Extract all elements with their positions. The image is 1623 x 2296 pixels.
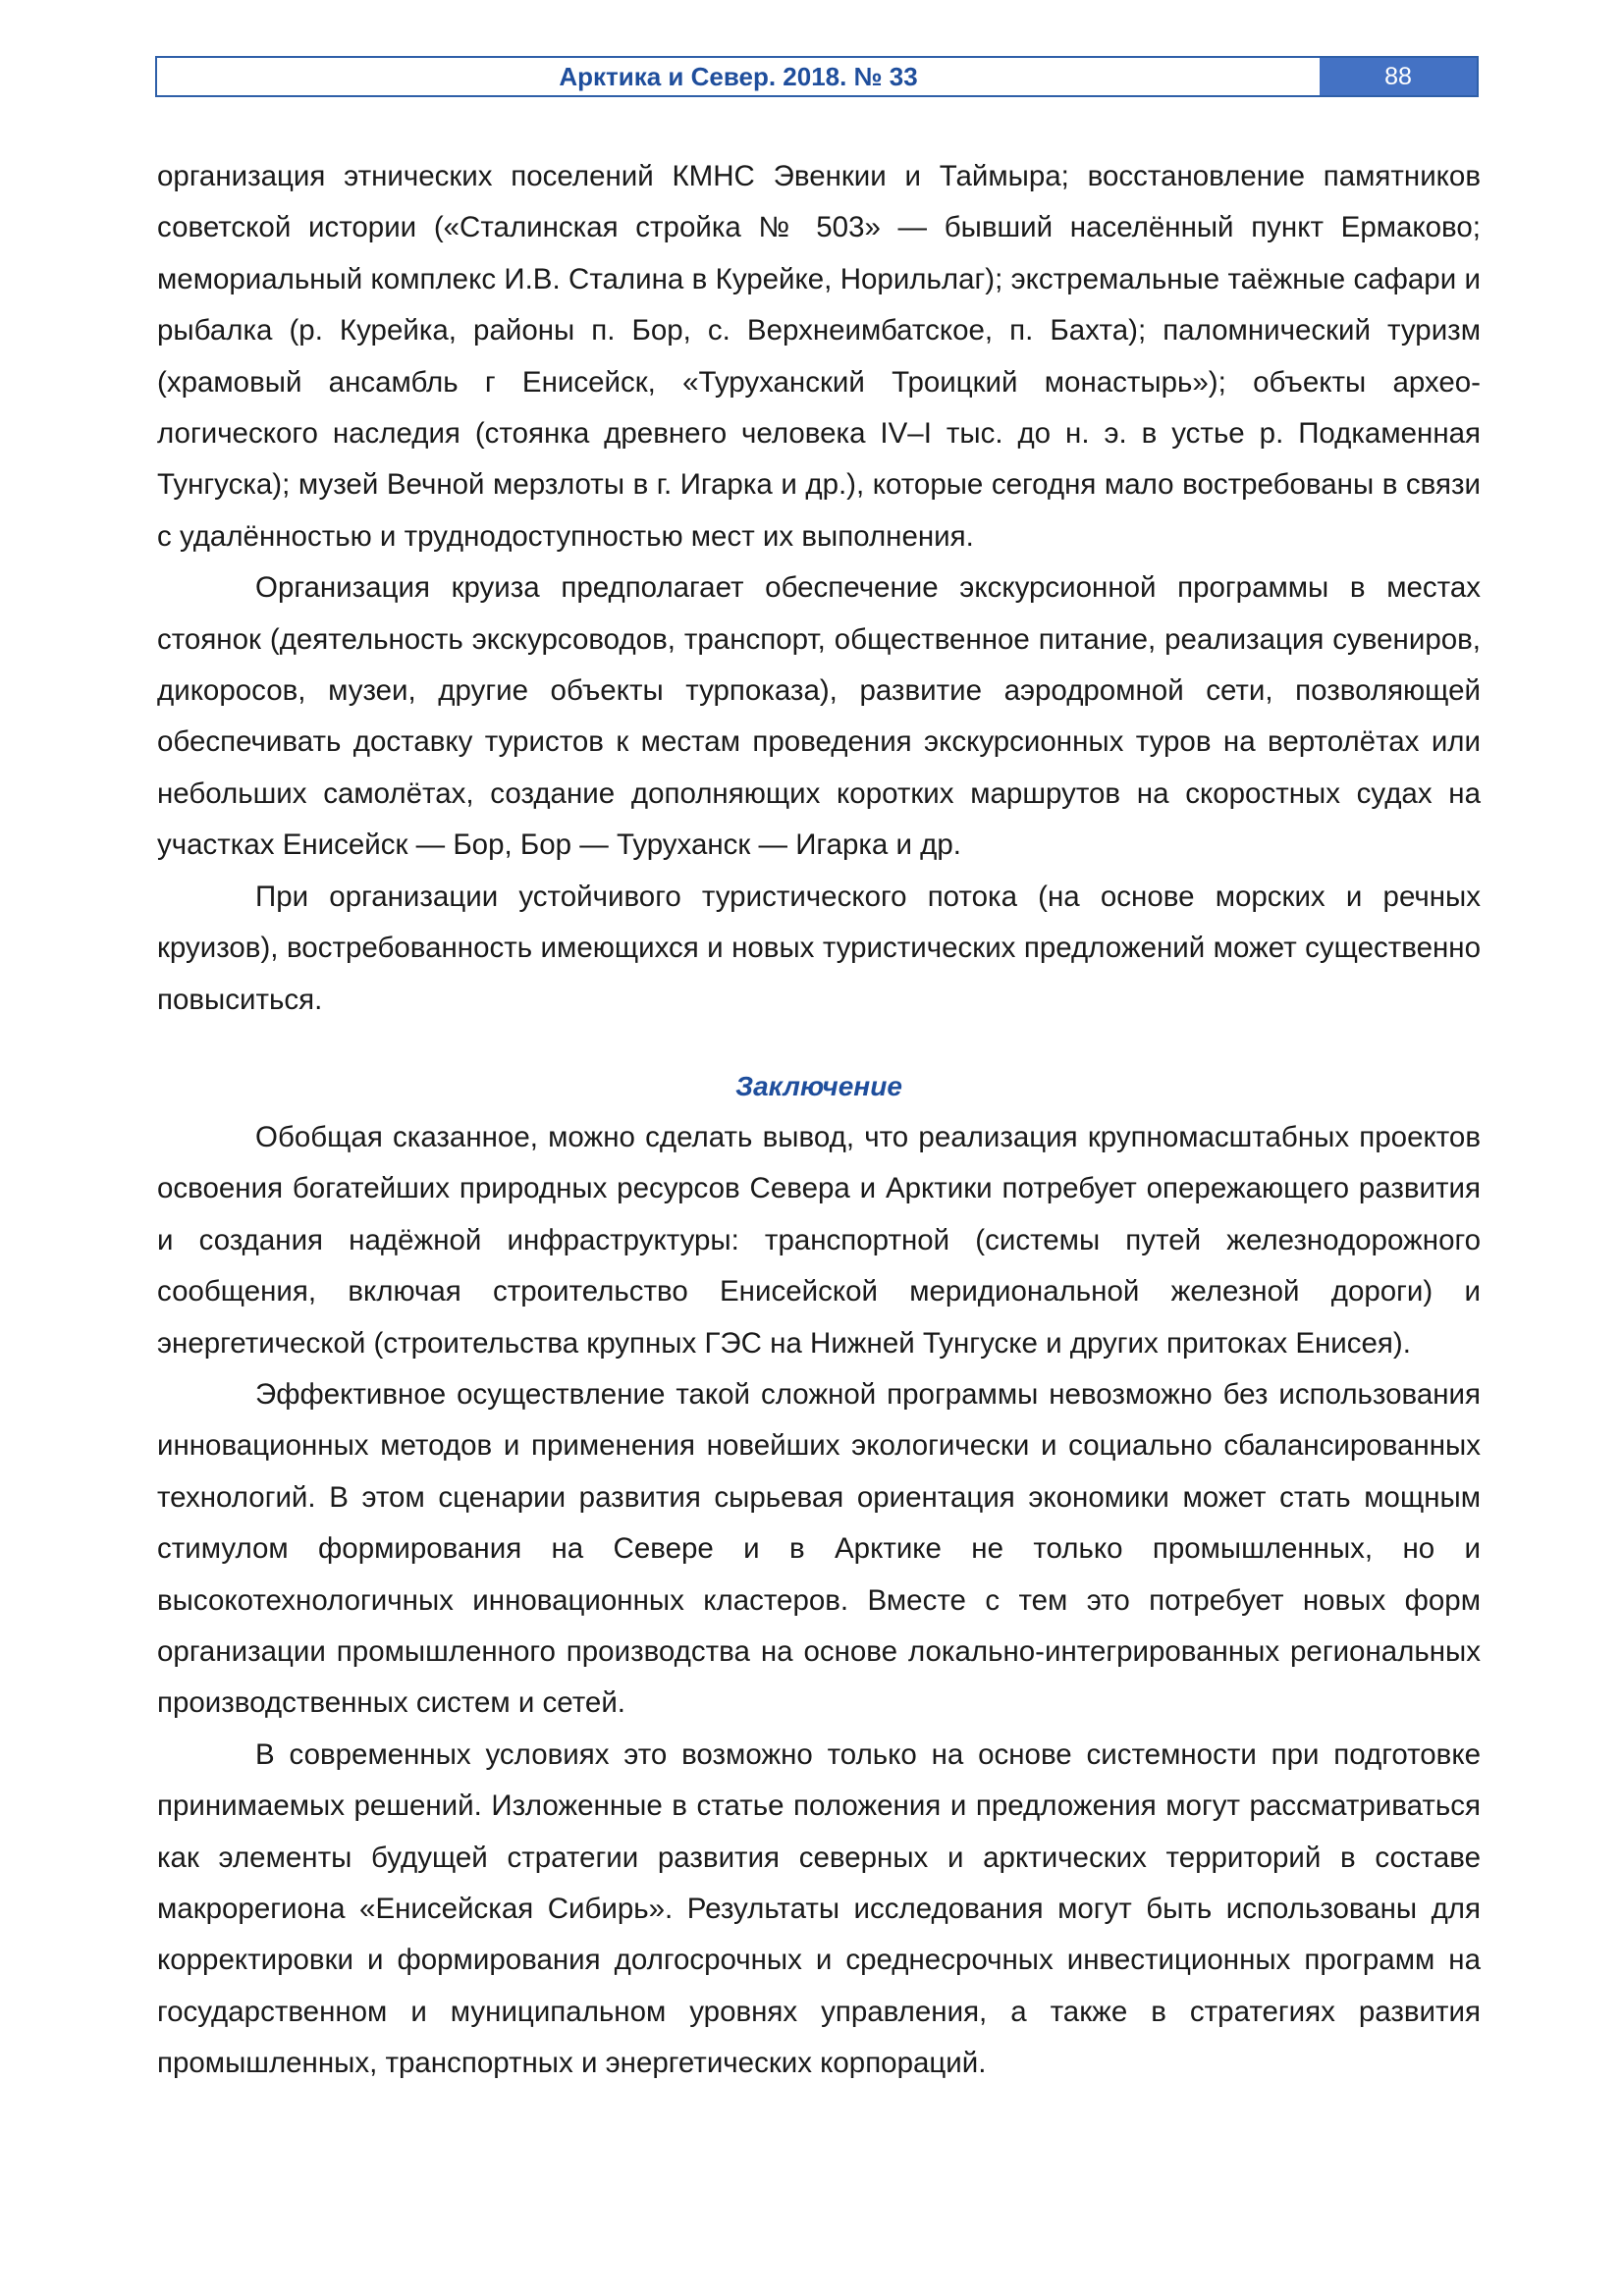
section-heading: Заключение [735,1070,902,1101]
paragraph: При организации устойчивого туристического потока (на основе морских и речных круизов), востребованность имеющихся и новых туристических предложений может существенно повыситься. [157,880,1481,1016]
article-body [157,151,1481,2090]
page-number: 88 [1320,58,1477,95]
paragraph: Эффективное осуществление такой сложной программы невозможно без использования инновационных методов и применения новейших экологически и социально сбалансированных технологий. В этом сценарии развития сырьевая ориентация экономики может стать мощным стимулом формирования на Севере и в Арктике не только промышленных, но и высокотехнологичных инновационных кластеров. Вместе с тем это потребует новых форм организации промышленного производства на основе локально-интегрированных региональных производственных систем и сетей. [157,1377,1481,1720]
journal-title: Арктика и Север. 2018. № 33 [559,61,918,91]
paragraph: Организация круиза предполагает обеспечение экскурсионной программы в местах стоянок (деятельность экскурсоводов, транспорт, общественное питание, реализация сувениров, дикоросов, музеи, другие объекты турпоказа), развитие аэродромной сети, позволяющей обеспечивать доставку туристов к местам проведения экскурсионных туров на вертолётах или небольших самолётах, создание дополняющих коротких маршрутов на скоростных судах на участках Енисейск — Бор, Бор — Туруханск — Игарка и др. [157,571,1481,862]
paragraph: Обобщая сказанное, можно сделать вывод, что реализация крупномасштабных проектов освоения богатейших природных ресурсов Севера и Арктики потребует опережающего развития и создания надёжной инфраструктуры: транспортной (системы путей железнодорожного сообщения, включая строительство Енисейской меридиональной железной дороги) и энергетической (строительства крупных ГЭС на Нижней Тунгуске и других притоках Енисея). [157,1120,1481,1360]
running-header [155,56,1479,97]
paragraph: В современных условиях это возможно только на основе системности при подготовке принимаемых решений. Изложенные в статье положения и предложения могут рассматриваться как элементы будущей стратегии развития северных и арктических территорий в составе макрорегиона «Енисейская Сибирь». Результаты исследования могут быть использованы для корректировки и формирования долгосрочных и среднесрочных инвестиционных программ на государственном и муниципальном уровнях управления, а также в стратегиях развития промышленных, транспортных и энергетических корпораций. [157,1737,1481,2080]
paragraph: организация этнических поселений КМНС Эвенкии и Таймыра; восстановление памятников советской истории («Сталинская стройка № 503» — бывший населённый пункт Ермаково; мемориальный комплекс И.В. Сталина в Курейке, Норильлаг); экстремальные таёжные сафари и рыбалка (р. Курейка, районы п. Бор, с. Верхнеимбатское, п. Бахта); паломнический туризм (храмовый ансамбль г Енисейск, «Туруханский Троицкий монастырь»); объекты археологического наследия (стоянка древнего человека IV–I тыс. до н. э. в устье р. Подкаменная Тунгуска); музей Вечной мерзлоты в г. Игарка и др.), которые сегодня мало востребованы в связи с удалённостью и труднодоступностью мест их выполнения. [157,160,1481,553]
